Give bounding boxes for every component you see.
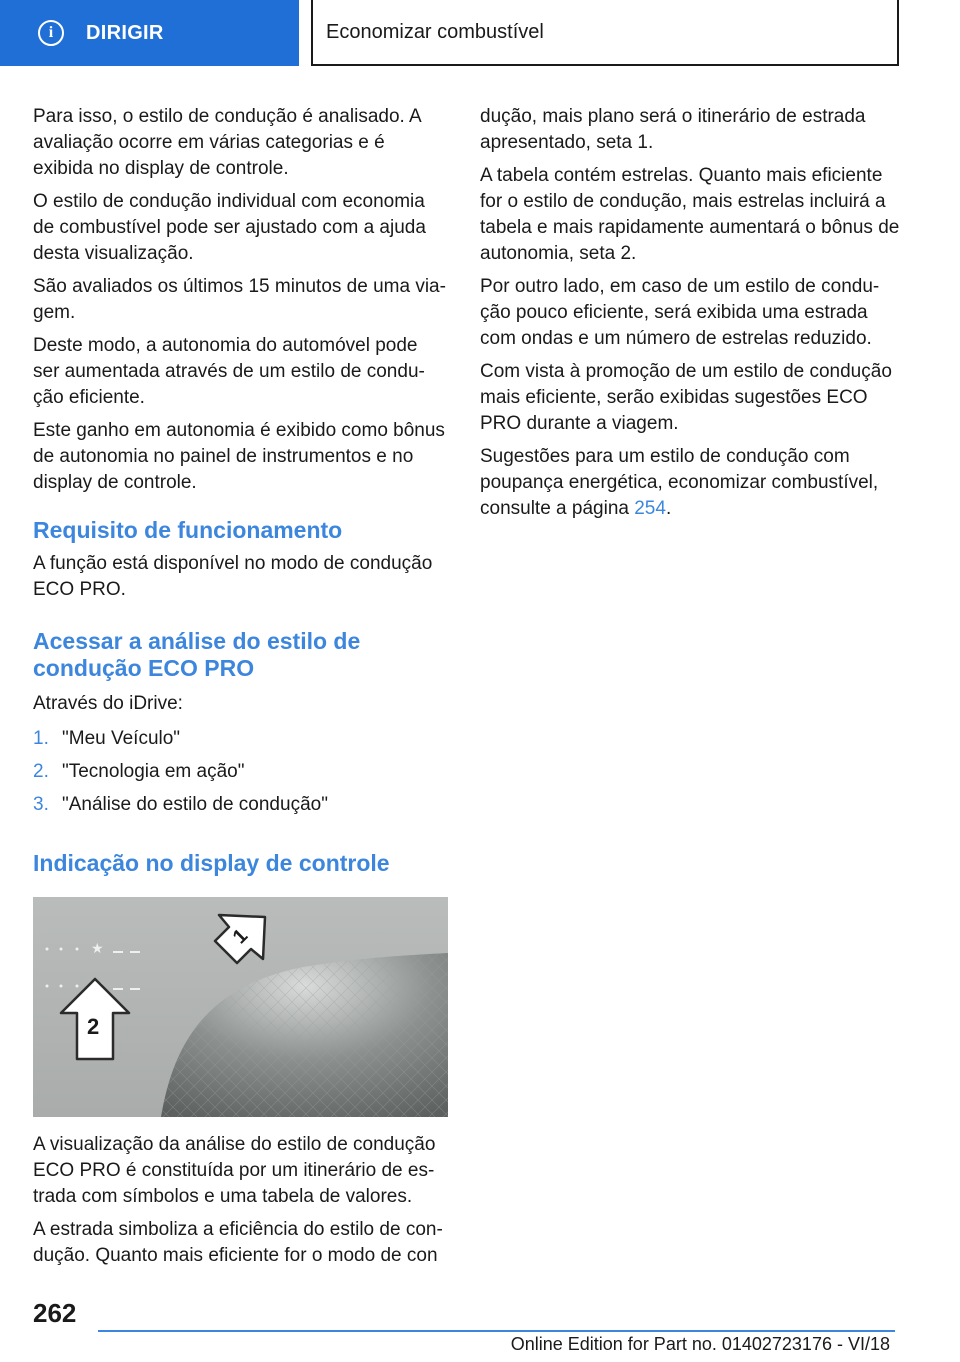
paragraph-text: Sugestões para um estilo de condução com poupança energética, economizar combustível, consulte a página [480, 446, 879, 519]
step-number: 2. [33, 761, 49, 782]
paragraph-text: . [665, 498, 672, 519]
paragraph [480, 444, 900, 522]
step-number: 1. [33, 728, 49, 749]
page-title: Economizar combustível [326, 20, 544, 43]
paragraph: Deste modo, a autonomia do automóvel pode ser aumentada através de um estilo de condução eficiente. [33, 335, 425, 408]
steps-list [33, 726, 449, 825]
page-reference-link[interactable]: 254 [634, 498, 666, 519]
section-heading-requirement: Requisito de funcionamento [33, 517, 343, 543]
section-name: DIRIGIR [86, 21, 164, 44]
page-number: 262 [33, 1298, 77, 1328]
right-column [480, 104, 900, 529]
step-text: "Análise do estilo de condução" [62, 794, 328, 815]
step-number: 3. [33, 794, 49, 815]
paragraph: dução, mais plano será o itinerário de estrada apresentado, seta 1. [480, 106, 866, 153]
footer-divider [98, 1330, 895, 1332]
paragraph: A tabela contém estrelas. Quanto mais eficiente for o estilo de condução, mais estrelas incluirá a tabela e mais rapidamente aumentará o bônus de autonomia, seta 2. [480, 165, 900, 264]
edition-note: Online Edition for Part no. 01402723176 - VI/18 [510, 1334, 890, 1354]
section-heading-display: Indicação no display de controle [33, 850, 390, 876]
list-item [33, 726, 449, 759]
star-icon: ★ [91, 941, 104, 957]
paragraph: Este ganho em autonomia é exibido como bônus de autonomia no painel de instrumentos e no display de controle. [33, 420, 445, 493]
left-column [33, 104, 449, 1276]
paragraph: O estilo de condução individual com economia de combustível pode ser ajustado com a ajuda desta visualização. [33, 191, 426, 264]
section-tab [0, 0, 299, 66]
arrow-1-label: 1 [228, 924, 253, 949]
arrow-2-label: 2 [87, 1014, 100, 1039]
page-header [311, 0, 899, 66]
paragraph: A visualização da análise do estilo de condução ECO PRO é constituída por um itinerário de estrada com símbolos e uma tabela de valores. [33, 1134, 436, 1207]
paragraph: Através do iDrive: [33, 693, 183, 714]
paragraph: A função está disponível no modo de condução ECO PRO. [33, 553, 433, 600]
paragraph: Por outro lado, em caso de um estilo de condução pouco eficiente, será exibida uma estrada com ondas e um número de estrelas reduzido. [480, 276, 880, 349]
figure-illustration [33, 897, 448, 1117]
step-text: "Meu Veículo" [62, 728, 181, 749]
paragraph: Para isso, o estilo de condução é analisado. A avaliação ocorre em várias categorias e é exibida no display de controle. [33, 106, 421, 179]
paragraph: São avaliados os últimos 15 minutos de uma viagem. [33, 276, 446, 323]
eco-pro-display-figure [33, 897, 448, 1117]
paragraph: Com vista à promoção de um estilo de condução mais eficiente, serão exibidas sugestões ECO PRO durante a viagem. [480, 361, 892, 434]
list-item [33, 759, 449, 792]
info-icon: i [38, 20, 64, 46]
paragraph: A estrada simboliza a eficiência do estilo de condução. Quanto mais eficiente for o modo de con [33, 1219, 443, 1266]
section-heading-access: Acessar a análise do estilo de condução ECO PRO [33, 628, 361, 681]
list-item [33, 792, 449, 825]
step-text: "Tecnologia em ação" [62, 761, 245, 782]
